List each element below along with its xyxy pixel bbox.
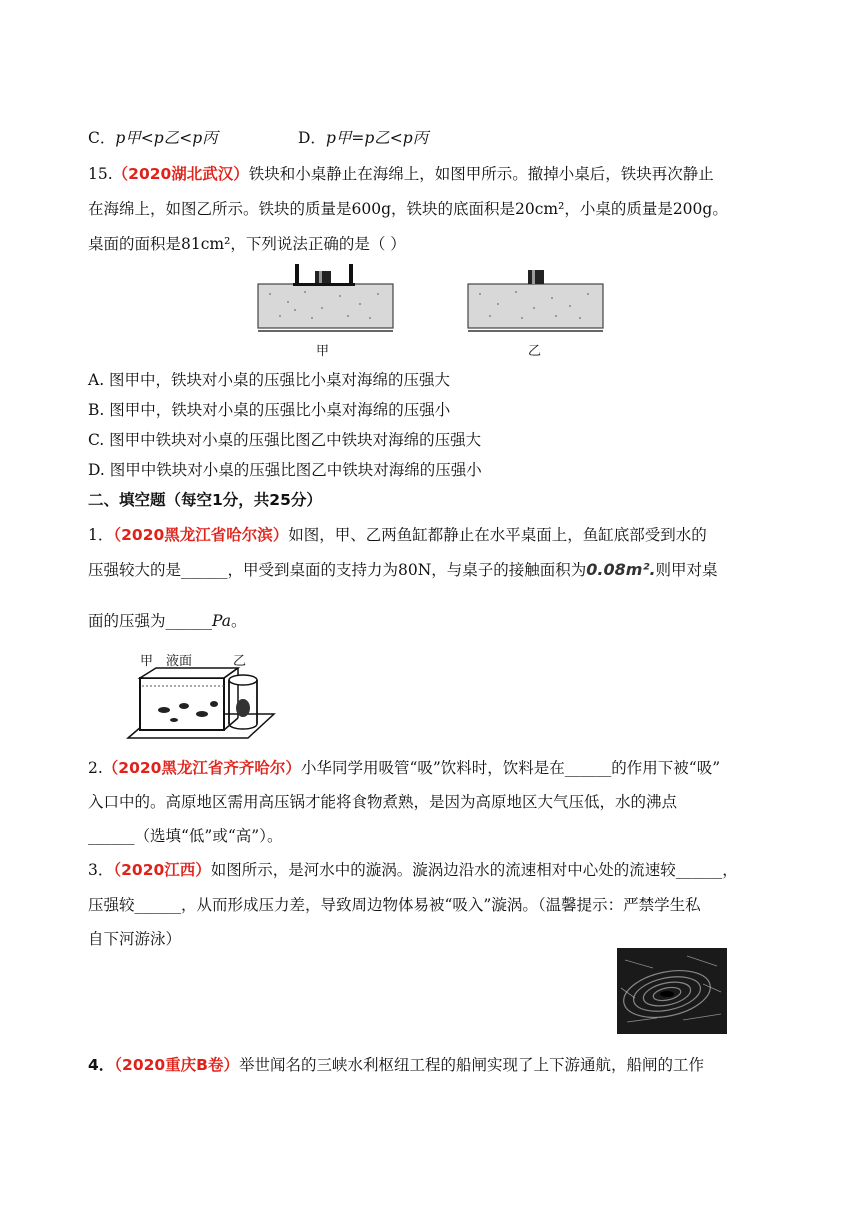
fill2-line-1 <box>88 758 720 778</box>
fill3-number: 3． <box>88 861 114 879</box>
fill4-text-1: 举世闻名的三峡水利枢纽工程的船闸实现了上下游通航，船闸的工作 <box>239 1056 705 1074</box>
fill3-line-2: 压强较______，从而形成压力差，导致周边物体易被“吸入”漩涡。（温馨提示：严禁学生私 <box>88 896 701 914</box>
fill1-line-1 <box>88 525 707 545</box>
q14-option-c-label: C． <box>88 129 116 147</box>
fill2-line-3: ______（选填“低”或“高”）。 <box>88 827 283 845</box>
whirlpool-photo <box>617 948 727 1034</box>
fill1-number: 1． <box>88 526 114 544</box>
fill1-text-3c: 。 <box>231 612 247 630</box>
fill4-source: （2020重庆B卷） <box>114 1056 240 1074</box>
q15-source: （2020湖北武汉） <box>112 165 249 183</box>
q14-option-d-label: D． <box>298 129 326 147</box>
q15-option-b: B. 图甲中，铁块对小桌的压强比小桌对海绵的压强小 <box>88 401 451 419</box>
q15-figure-a <box>258 264 393 331</box>
q15-figure-label-a: 甲 <box>316 344 330 359</box>
q15-line-1 <box>88 164 714 184</box>
q15-line-2: 在海绵上，如图乙所示。铁块的质量是600g，铁块的底面积是20cm²，小桌的质量是200g。 <box>88 200 728 218</box>
q14-option-d-text: p甲=p乙<p丙 <box>325 129 429 147</box>
fill2-text-1: 小华同学用吸管“吸”饮料时，饮料是在______的作用下被“吸” <box>300 759 721 777</box>
fill3-text-1: 如图所示，是河水中的漩涡。漩涡边沿水的流速相对中心处的流速较______， <box>210 861 738 879</box>
q14-option-d <box>298 128 428 148</box>
fill1-line-3 <box>88 611 247 631</box>
q15-text-1: 铁块和小桌静止在海绵上，如图甲所示。撤掉小桌后，铁块再次静止 <box>248 165 714 183</box>
q15-option-d: D. 图甲中铁块对小桌的压强比图乙中铁块对海绵的压强小 <box>88 461 482 479</box>
fill1-figure-label-a: 甲 <box>140 654 154 669</box>
fill2-number: 2. <box>88 759 103 777</box>
fill1-unit: Pa <box>212 612 231 630</box>
section-heading: 二、填空题（每空1分，共25分） <box>88 491 322 509</box>
fill2-source: （2020黑龙江省齐齐哈尔） <box>102 759 301 777</box>
q15-number: 15. <box>88 165 113 183</box>
fill1-figure-label-b: 乙 <box>233 654 247 669</box>
q15-figure-label-b: 乙 <box>528 344 542 359</box>
q14-option-c-text: p甲<p乙<p丙 <box>115 129 218 147</box>
fill4-line-1 <box>88 1055 704 1075</box>
fill1-line-2 <box>88 560 718 580</box>
fill3-line-1 <box>88 860 738 880</box>
q15-option-a: A. 图甲中，铁块对小桌的压强比小桌对海绵的压强大 <box>88 371 451 389</box>
fill4-number: 4． <box>88 1056 115 1074</box>
fill1-text-2c: 则甲对桌 <box>655 561 718 579</box>
q14-option-c <box>88 128 218 148</box>
q15-figure <box>250 258 610 358</box>
q15-line-3: 桌面的面积是81cm²，下列说法正确的是（ ） <box>88 235 406 253</box>
q15-figure-b <box>468 270 603 331</box>
fill3-line-3: 自下河游泳） <box>88 930 182 948</box>
q15-option-c: C. 图甲中铁块对小桌的压强比图乙中铁块对海绵的压强大 <box>88 431 482 449</box>
fill1-source: （2020黑龙江省哈尔滨） <box>113 526 289 544</box>
fill2-line-2: 入口中的。高原地区需用高压锅才能将食物煮熟，是因为高原地区大气压低，水的沸点 <box>88 793 678 811</box>
fill1-area-value: 0.08m². <box>586 560 656 579</box>
fill3-source: （2020江西） <box>113 861 211 879</box>
fill1-text-3a: 面的压强为______ <box>88 612 213 630</box>
fill1-figure-label-mid: 液面 <box>166 654 193 669</box>
fill1-text-2a: 压强较大的是______，甲受到桌面的支持力为80N，与桌子的接触面积为 <box>88 561 587 579</box>
fill1-text-1: 如图，甲、乙两鱼缸都静止在水平桌面上，鱼缸底部受到水的 <box>288 526 707 544</box>
